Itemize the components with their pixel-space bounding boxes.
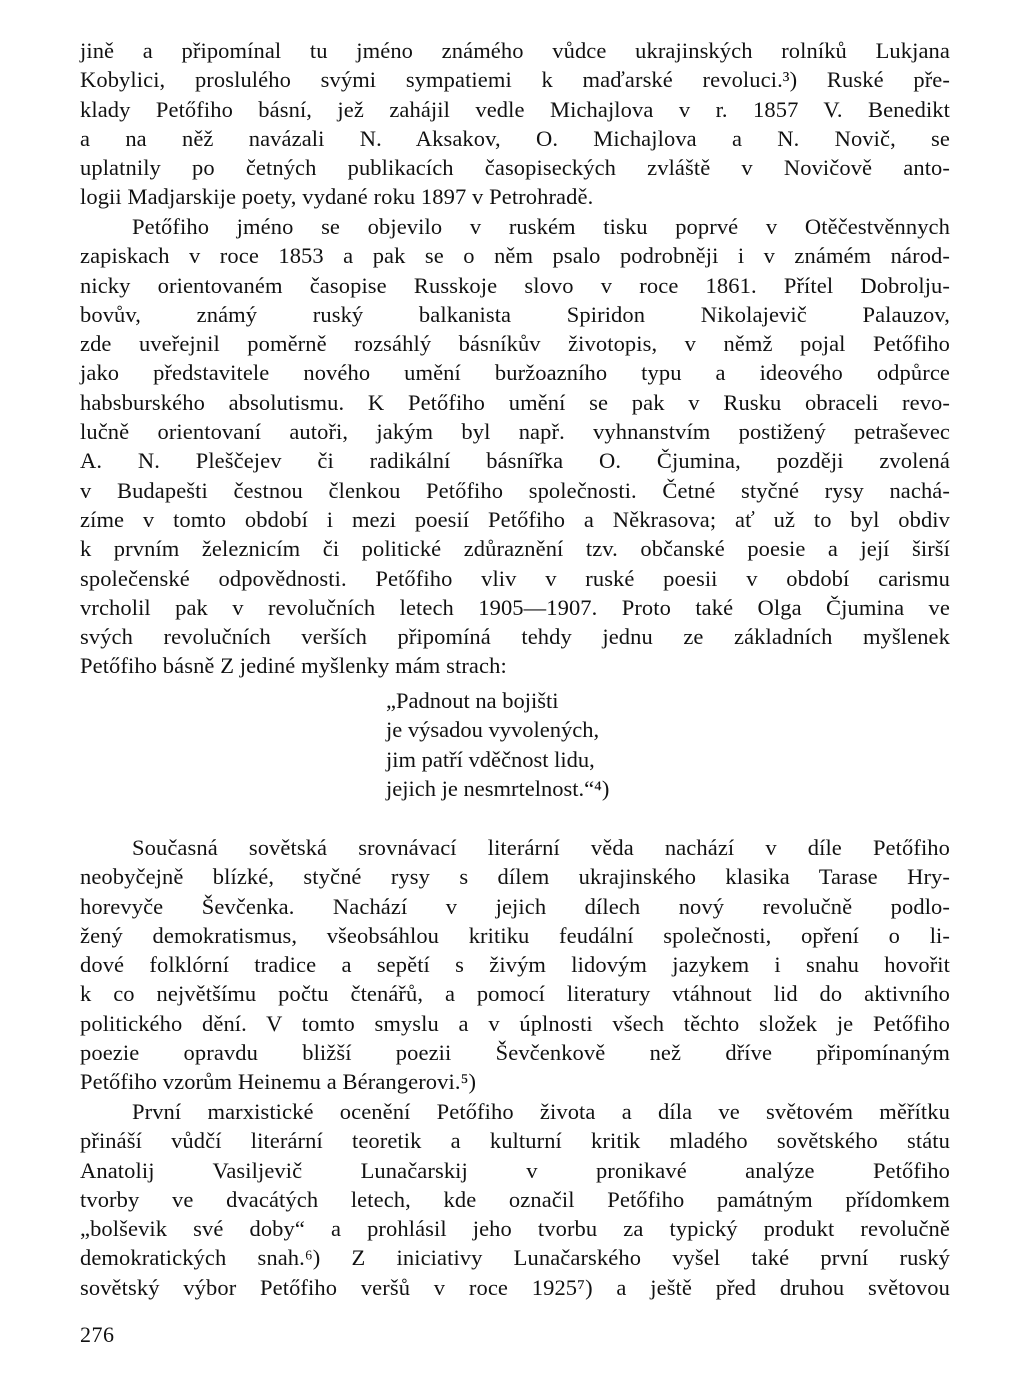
text-line: sovětský výbor Petőfiho veršů v roce 1925⁷) a ještě před druhou světovou [80, 1274, 950, 1300]
paragraph-3 [80, 833, 950, 1097]
paragraph-2 [80, 212, 950, 681]
text-line: Anatolij Vasiljevič Lunačarskij v pronikavé analýze Petőfiho [80, 1157, 950, 1183]
text-line: vrcholil pak v revolučních letech 1905—1907. Proto také Olga Čjumina ve [80, 594, 950, 620]
text-line: politického dění. V tomto smyslu a v úplnosti všech těchto složek je Petőfiho [80, 1010, 950, 1036]
text-line: První marxistické ocenění Petőfiho života a díla ve světovém měřítku [132, 1099, 950, 1124]
text-line: společenské odpovědnosti. Petőfiho vliv v ruské poesii v období carismu [80, 565, 950, 591]
verse-line: „Padnout na bojišti [386, 688, 559, 713]
text-line: logii Madjarskije poety, vydané roku 1897 v Petrohradě. [80, 184, 594, 210]
text-line: jině a připomínal tu jméno známého vůdce ukrajinských rolníků Lukjana [80, 38, 950, 63]
text-line: zíme v tomto období i mezi poesií Petőfiho a Někrasova; ať už to byl obdiv [80, 506, 950, 532]
text-line: v Budapešti čestnou členkou Petőfiho společnosti. Četné styčné rysy nachá- [80, 477, 950, 503]
text-line: A. N. Pleščejev či radikální básnířka O. Čjumina, později zvolená [80, 448, 950, 474]
text-line: „bolševik své doby“ a prohlásil jeho tvorbu za typický produkt revolučně [80, 1216, 950, 1242]
verse-quotation [386, 686, 609, 803]
text-line: zde uveřejnil poměrně rozsáhlý básníkův životopis, v němž pojal Petőfiho [80, 331, 950, 357]
text-line: lučně orientovaní autoři, jakým byl např. vyhnanstvím postižený petraševec [80, 419, 950, 445]
text-line: bovův, známý ruský balkanista Spiridon Nikolajevič Palauzov, [80, 301, 950, 327]
text-line: tvorby ve dvacátých letech, kde označil Petőfiho památným přídomkem [80, 1186, 950, 1212]
page-number: 276 [80, 1322, 115, 1347]
text-line: poezie opravdu bližší poezii Ševčenkově než dříve připomínaným [80, 1040, 950, 1066]
text-line: k co největšímu počtu čtenářů, a pomocí literatury vtáhnout lid do aktivního [80, 981, 950, 1007]
text-line: Současná sovětská srovnávací literární věda nachází v díle Petőfiho [132, 835, 950, 860]
text-line: nicky orientovaném časopise Russkoje slovo v roce 1861. Přítel Dobrolju- [80, 272, 950, 298]
text-line: neobyčejně blízké, styčné rysy s dílem ukrajinského klasika Tarase Hry- [80, 864, 950, 890]
text-line: horevyče Ševčenka. Nachází v jejich dílech nový revolučně podlo- [80, 893, 950, 919]
text-line: k prvním železnicím či politické zdůraznění tzv. občanské poesie a její širší [80, 536, 950, 562]
text-line: uplatnily po četných publikacích časopiseckých zvláště v Novičově anto- [80, 155, 950, 181]
text-line: Petőfiho jméno se objevilo v ruském tisku poprvé v Otěčestvěnnych [132, 214, 950, 239]
text-line: žený demokratismus, všeobsáhlou kritiku feudální společnosti, opření o li- [80, 922, 950, 948]
paragraph-1 [80, 36, 950, 212]
verse-line: je výsadou vyvolených, [386, 717, 600, 743]
text-line: Kobylici, proslulého svými sympatiemi k maďarské revoluci.³) Ruské pře- [80, 67, 950, 93]
text-line: Petőfiho básně Z jediné myšlenky mám strach: [80, 653, 507, 679]
text-line: a na něž navázali N. Aksakov, O. Michajlova a N. Novič, se [80, 125, 950, 151]
text-line: jako představitele nového umění buržoazního typu a ideového odpůrce [80, 360, 950, 386]
text-line: přináší vůdčí literární teoretik a kulturní kritik mladého sovětského státu [80, 1128, 950, 1154]
text-line: habsburského absolutismu. K Petőfiho umění se pak v Rusku obraceli revo- [80, 389, 950, 415]
text-line: klady Petőfiho básní, jež zahájil vedle Michajlova v r. 1857 V. Benedikt [80, 96, 950, 122]
text-line: dové folklórní tradice a sepětí s živým lidovým jazykem i snahu hovořit [80, 952, 950, 978]
verse-line: jejich je nesmrtelnost.“⁴) [386, 775, 610, 801]
paragraph-4 [80, 1097, 950, 1302]
text-line: svých revolučních verších připomíná tehdy jednu ze základních myšlenek [80, 624, 950, 650]
text-line: zapiskach v roce 1853 a pak se o něm psalo podrobněji i v známém národ- [80, 243, 950, 269]
verse-line: jim patří vděčnost lidu, [386, 746, 595, 772]
text-line: Petőfiho vzorům Heinemu a Bérangerovi.⁵) [80, 1069, 477, 1095]
text-line: demokratických snah.⁶) Z iniciativy Lunačarského vyšel také první ruský [80, 1245, 950, 1271]
